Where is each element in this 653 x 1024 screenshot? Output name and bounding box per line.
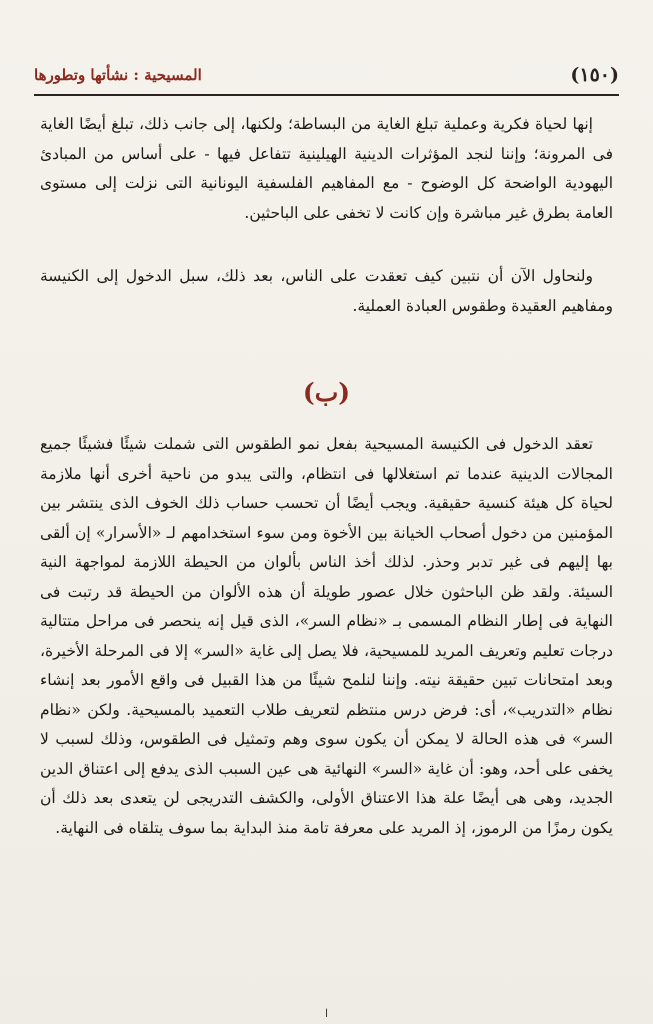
header-rule xyxy=(34,94,619,96)
paragraph: ولنحاول الآن أن نتبين كيف تعقدت على الناس، بعد ذلك، سبل الدخول إلى الكنيسة ومفاهيم العقيدة وطقوس العبادة العملية. xyxy=(40,267,613,315)
section-heading: (ب) xyxy=(302,378,351,407)
paragraph: إنها لحياة فكرية وعملية تبلغ الغاية من البساطة؛ ولكنها، إلى جانب ذلك، تبلغ أيضًا الغاية فى المرونة؛ وإننا لنجد المؤثرات الدينية الهيلينية تتفاعل فيها - على أساس من المبادئ اليهودية الواضحة كل الوضوح - مع المفاهيم الفلسفية اليونانية التى نزلت إلى مستوى العامة بطرق غير مباشرة وإن كانت لا تخفى على الباحثين. xyxy=(40,115,613,222)
page-header xyxy=(34,62,619,98)
footer-mark: ا xyxy=(324,1007,329,1020)
page-number: (١٥٠) xyxy=(570,64,619,86)
text-block-bottom xyxy=(40,430,613,843)
paragraph: تعقد الدخول فى الكنيسة المسيحية بفعل نمو الطقوس التى شملت شيئًا فشيئًا جميع المجالات الدينية عندما تم استغلالها فى انتظام، والتى يبدو من ناحية أخرى أنها ملازمة لحياة كل هيئة كنسية حقيقية. ويجب أيضًا أن تحسب حساب ذلك الخوف الذى ينتشر بين المؤمنين من دخول أصحاب الخيانة بين الأخوة ومن سوء استخدامهم لـ «الأسرار» إن ألقى بها إليهم فى غير تدبر وحذر. لذلك أخذ الناس بألوان من الحيطة اللازمة لمواجهة النية السيئة. ولقد ظن الباحثون خلال عصور طويلة أن هذه الألوان من الحيطة قد رتبت فى النهاية فى إطار النظام المسمى بـ «نظام السر»، الذى قيل إنه ينحصر فى مراحل متتالية درجات تعليم وتعريف المريد للمسيحية، فلا يصل إلى غاية «السر» إلا فى المرحلة الأخيرة، وبعد امتحانات تبين حقيقة نيته. وإننا لنلمح شيئًا من هذا القبيل فى واقع الأمور بعد إنشاء نظام «التدريب»، أى: فرض درس منتظم لتعريف طلاب التعميد بالمسيحية. ولكن «نظام السر» فى هذه الحالة لا يمكن أن يكون سوى وهم وتمثيل فى الطقوس، وذلك لسبب لا يخفى على أحد، وهو: أن غاية «السر» النهائية هى عين السبب الذى يدفع إلى اعتناق الدين الجديد، وهى هى أيضًا علة هذا الاعتناق الأولى، والكشف التدريجى لن يتعدى بعد ذلك أن يكون رمزًا من الرموز، إذ المريد على معرفة تامة منذ البداية بما سوف يتلقاه فى النهاية. xyxy=(40,435,613,837)
text-block-top-2 xyxy=(40,262,613,321)
text-block-top-1 xyxy=(40,110,613,228)
running-title: المسيحية : نشأتها وتطورها xyxy=(34,66,202,84)
